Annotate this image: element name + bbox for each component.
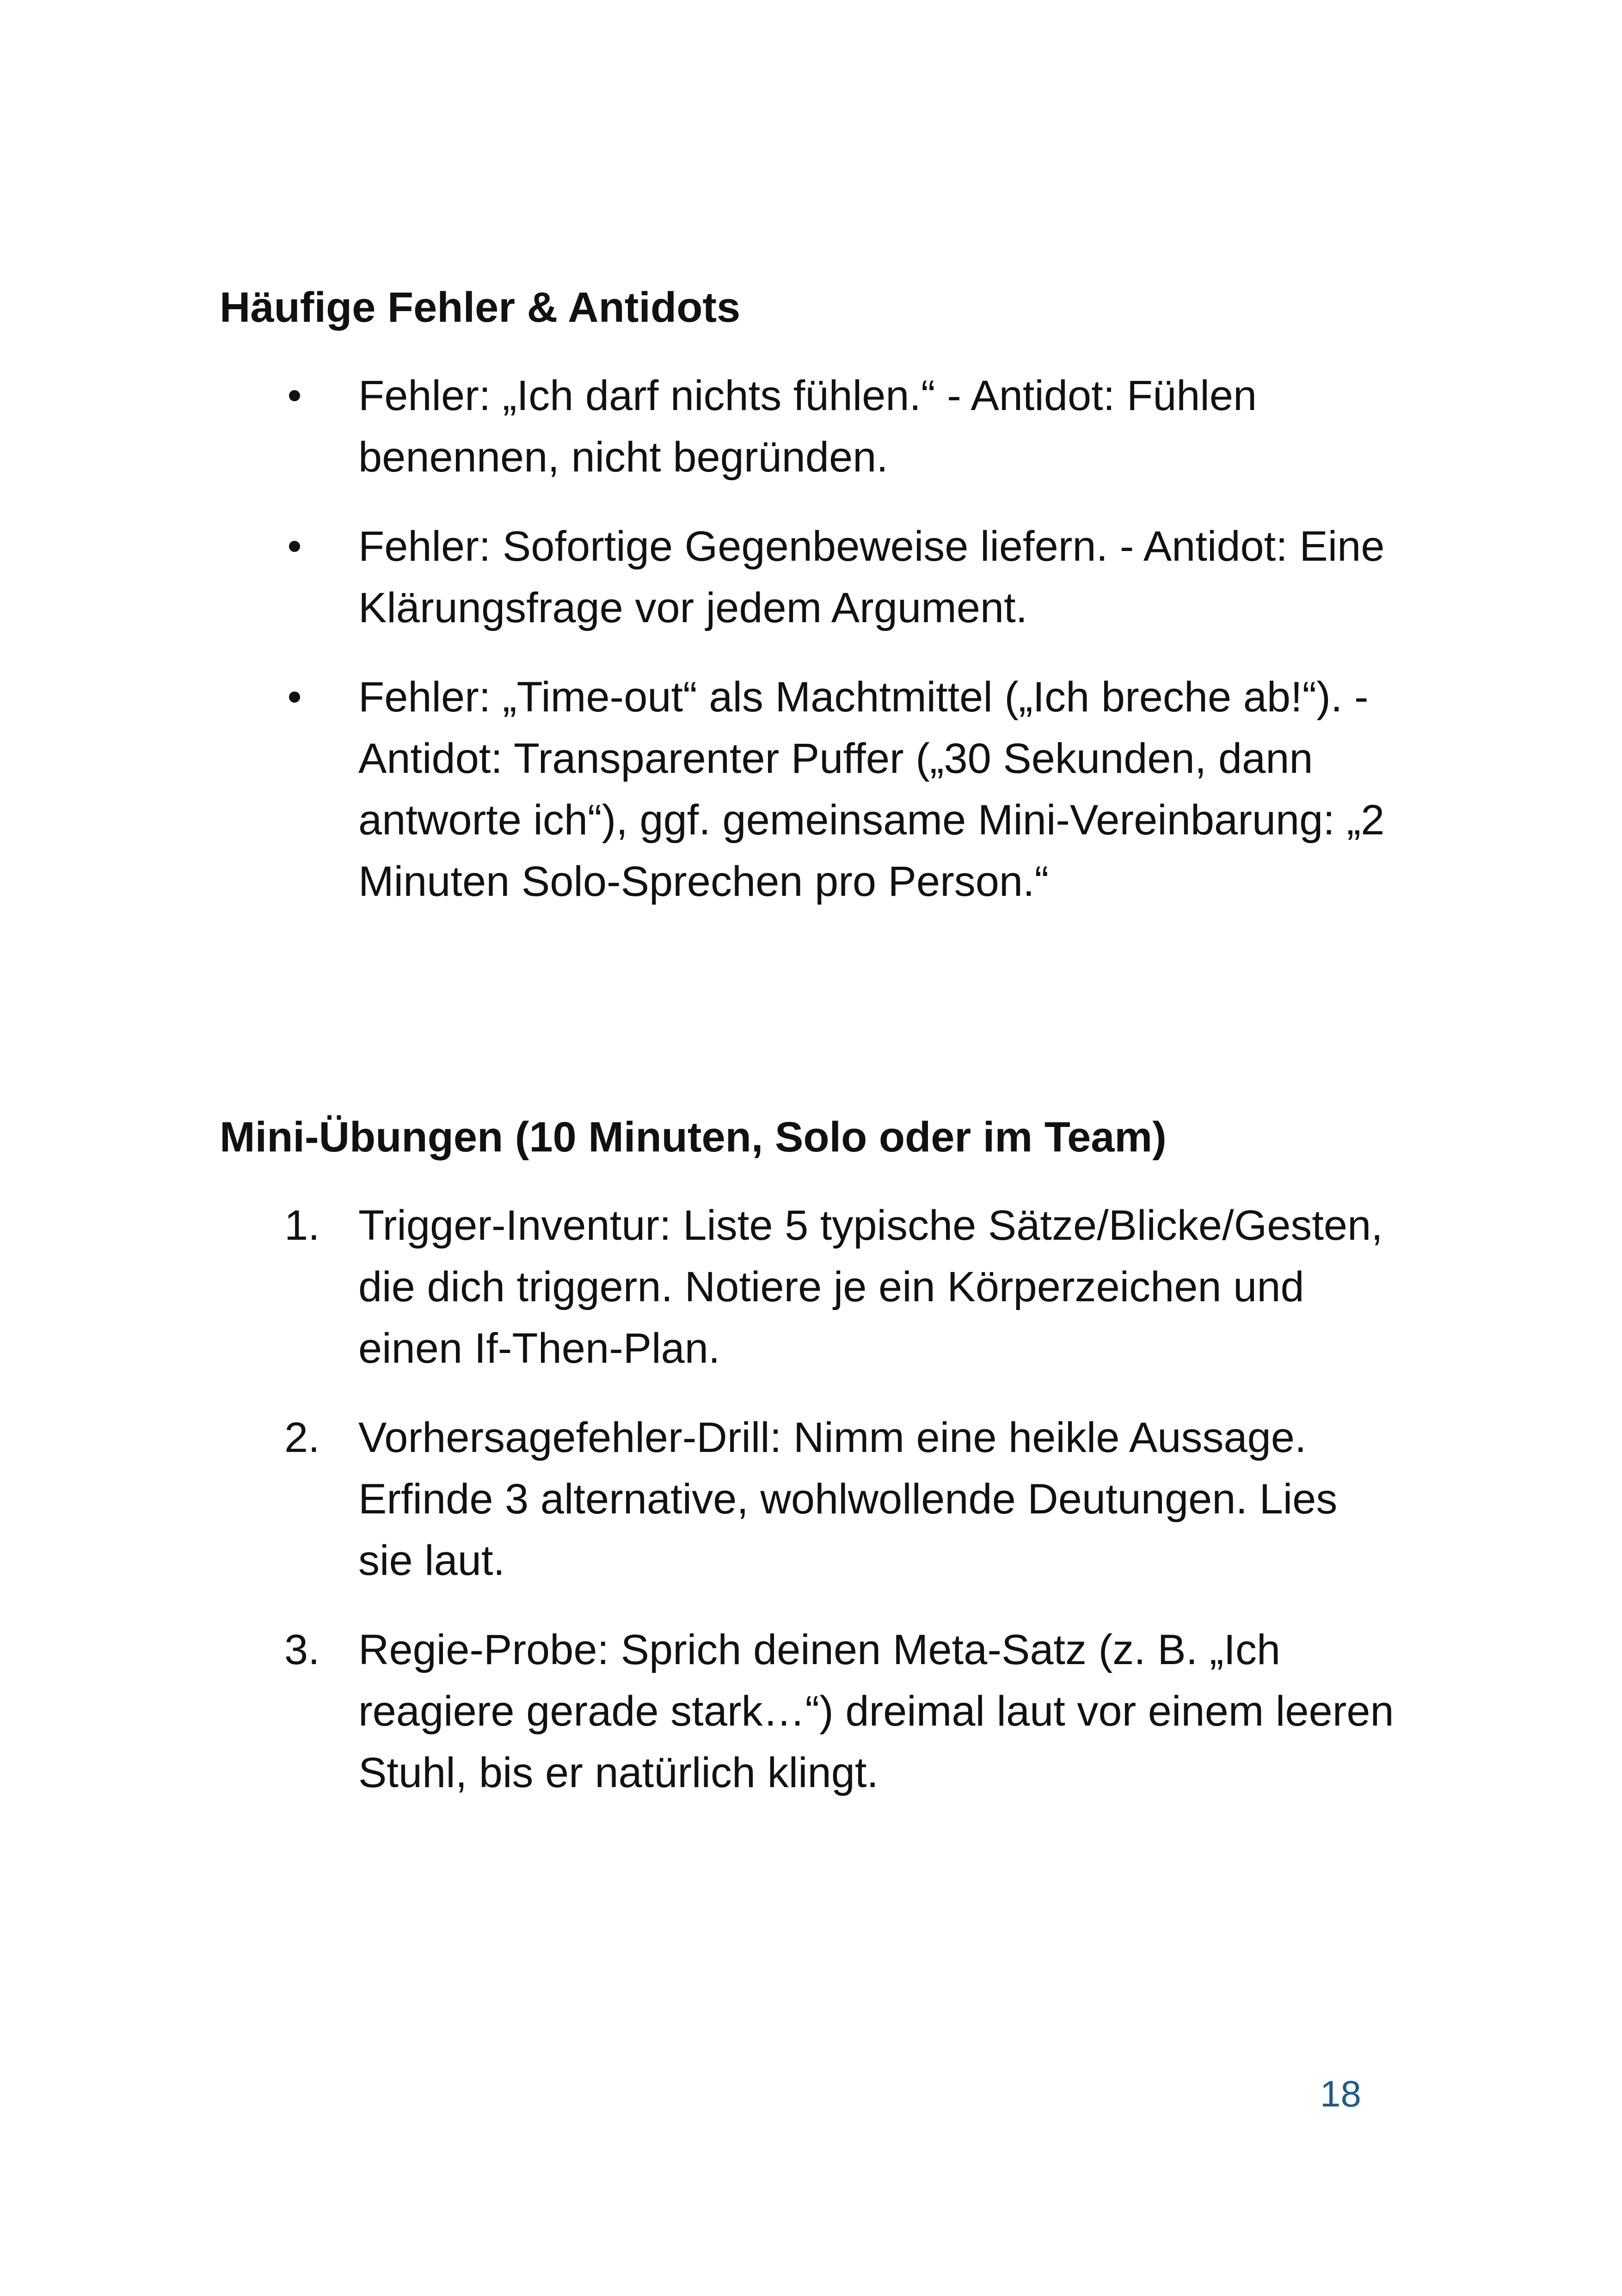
list-item bbox=[220, 667, 1403, 912]
section-title: Mini-Übungen (10 Minuten, Solo oder im Team) bbox=[220, 1114, 1167, 1161]
page-number: 18 bbox=[1320, 2073, 1361, 2114]
mistakes-list bbox=[220, 365, 1403, 912]
list-item bbox=[220, 1619, 1403, 1804]
exercises-list bbox=[220, 1195, 1403, 1804]
list-item bbox=[220, 1407, 1403, 1592]
list-number: 3. bbox=[284, 1626, 320, 1673]
list-number: 1. bbox=[284, 1202, 320, 1249]
section-mini-exercises bbox=[220, 1107, 1403, 1804]
bullet-icon bbox=[289, 667, 317, 728]
list-item bbox=[220, 1195, 1403, 1379]
bullet-icon bbox=[289, 365, 317, 427]
section-title: Häufige Fehler & Antidots bbox=[220, 284, 741, 331]
list-item-text: Regie-Probe: Sprich deinen Meta-Satz (z. B. „Ich reagiere gerade stark…“) dreimal laut vor einem leeren Stuhl, bis er natürlich klingt. bbox=[358, 1626, 1394, 1796]
list-item bbox=[220, 365, 1403, 488]
list-item-text: Fehler: „Time-out“ als Machtmittel („Ich breche ab!“). - Antidot: Transparenter Puffer („30 Sekunden, dann antworte ich“), ggf. gemeinsame Mini-Vereinbarung: „2 Minuten Solo-Sprechen pro Person.“ bbox=[358, 673, 1385, 905]
list-item-text: Vorhersagefehler-Drill: Nimm eine heikle Aussage. Erfinde 3 alternative, wohlwollende Deutungen. Lies sie laut. bbox=[358, 1414, 1338, 1584]
bullet-icon bbox=[289, 516, 317, 577]
list-item bbox=[220, 516, 1403, 639]
list-item-text: Fehler: Sofortige Gegenbeweise liefern. - Antidot: Eine Klärungsfrage vor jedem Argument. bbox=[358, 523, 1385, 631]
list-number: 2. bbox=[284, 1414, 320, 1461]
list-item-text: Fehler: „Ich darf nichts fühlen.“ - Antidot: Fühlen benennen, nicht begründen. bbox=[358, 372, 1257, 481]
section-common-mistakes bbox=[220, 277, 1403, 912]
list-item-text: Trigger-Inventur: Liste 5 typische Sätze/Blicke/Gesten, die dich triggern. Notiere je ein Körperzeichen und einen If-Then-Plan. bbox=[358, 1202, 1383, 1372]
